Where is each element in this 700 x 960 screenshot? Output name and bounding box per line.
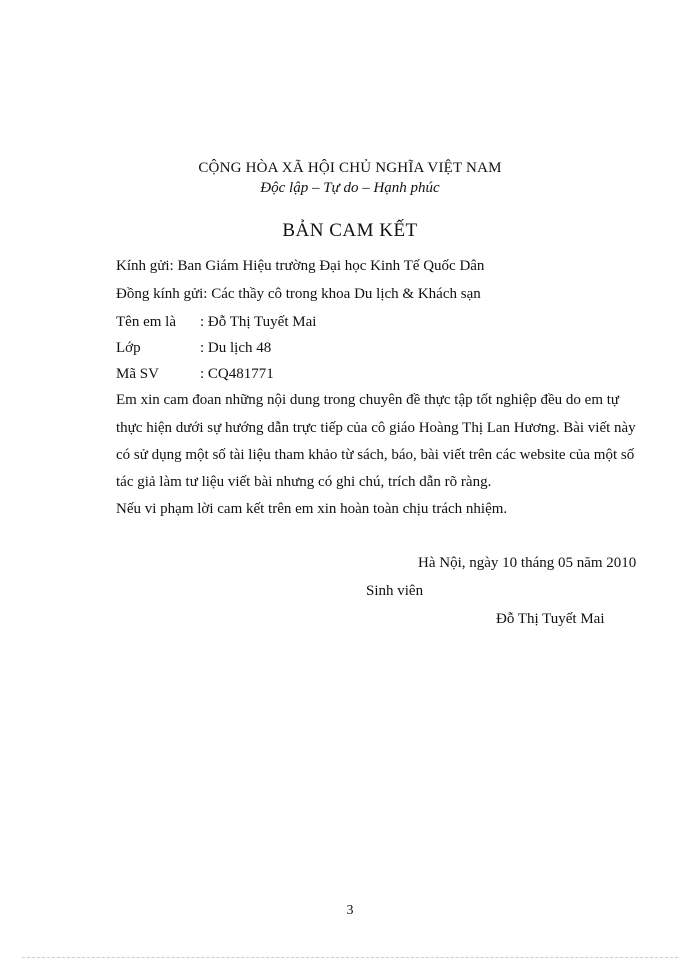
- place-date: Hà Nội, ngày 10 tháng 05 năm 2010: [418, 555, 637, 571]
- national-motto: Độc lập – Tự do – Hạnh phúc: [260, 180, 440, 196]
- class-row: [116, 340, 271, 357]
- page-bottom-border: [22, 957, 678, 958]
- national-title: CỘNG HÒA XÃ HỘI CHỦ NGHĨA VIỆT NAM: [198, 160, 502, 176]
- recipient-line: Kính gửi: Ban Giám Hiệu trường Đại học Kinh Tế Quốc Dân: [116, 258, 485, 274]
- class-label: Lớp: [116, 340, 141, 356]
- student-id-row: [116, 366, 274, 383]
- student-name-value: : Đỗ Thị Tuyết Mai: [200, 314, 317, 330]
- student-id-label: Mã SV: [116, 366, 159, 382]
- body-paragraph-line: thực hiện dưới sự hướng dẫn trực tiếp của cô giáo Hoàng Thị Lan Hương. Bài viết này: [116, 420, 636, 436]
- page-number: 3: [346, 903, 354, 918]
- student-id-value: : CQ481771: [200, 366, 274, 382]
- body-paragraph-line: Nếu vi phạm lời cam kết trên em xin hoàn toàn chịu trách nhiệm.: [116, 501, 508, 517]
- body-paragraph-line: có sử dụng một số tài liệu tham khảo từ sách, báo, bài viết trên các website của một số: [116, 447, 635, 463]
- signer-name: Đỗ Thị Tuyết Mai: [496, 611, 605, 627]
- signer-role: Sinh viên: [366, 583, 424, 599]
- class-value: : Du lịch 48: [200, 340, 272, 356]
- body-paragraph-line: Em xin cam đoan những nội dung trong chuyên đề thực tập tốt nghiệp đều do em tự: [116, 392, 620, 408]
- student-name-label: Tên em là: [116, 314, 176, 330]
- document-title: BẢN CAM KẾT: [282, 220, 418, 241]
- body-paragraph-line: tác giả làm tư liệu viết bài nhưng có ghi chú, trích dẫn rõ ràng.: [116, 474, 492, 490]
- cc-recipient-line: Đồng kính gửi: Các thầy cô trong khoa Du lịch & Khách sạn: [116, 286, 481, 302]
- student-name-row: [116, 314, 316, 331]
